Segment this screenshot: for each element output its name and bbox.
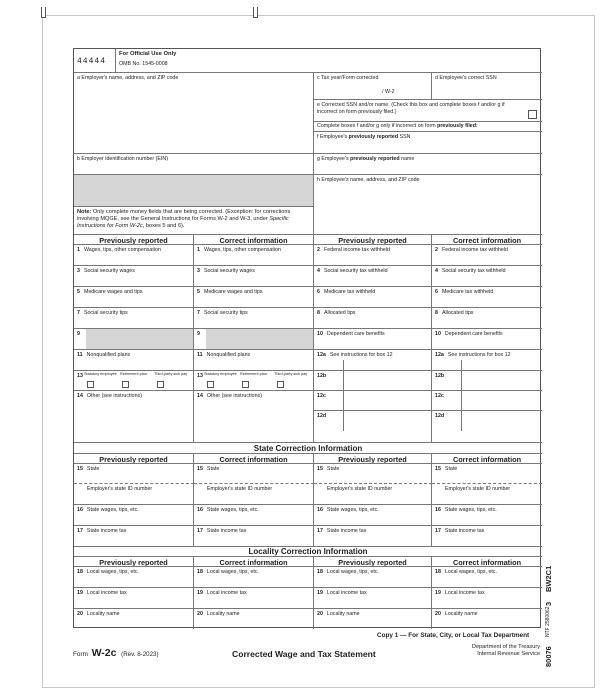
box17-3[interactable] [314, 526, 432, 547]
box10-label: Dependent care benefits [444, 331, 503, 337]
box18-1[interactable] [74, 567, 194, 588]
box3-correct[interactable] [194, 266, 314, 287]
box19-label: Local income tax [206, 590, 247, 596]
box18-num: 18 [197, 569, 203, 575]
state-id-2[interactable] [194, 484, 314, 505]
box18-num: 18 [317, 569, 323, 575]
box12c-num: 12c [435, 393, 444, 399]
box5-num: 5 [197, 289, 200, 295]
note-bold: Note: [77, 209, 92, 215]
fed-left-correct-header: Correct information [194, 235, 314, 245]
box-h-employee-address[interactable] [314, 175, 542, 235]
box-c-label: c Tax year/Form corrected [317, 75, 379, 81]
retirement-label: Retirement plan [120, 372, 147, 376]
note-text-1: Only complete money fields that are being corrected. (Exception: for corrections involving MQGE, see the General Instructions for Forms W-2 and W-3, under [77, 209, 291, 222]
box20-1[interactable] [74, 609, 194, 629]
box16-label: State wages, tips, etc. [206, 507, 259, 513]
box-c-tax-year[interactable] [314, 73, 432, 100]
state-correct-header-1: Correct information [194, 454, 314, 464]
box12d-correct[interactable] [432, 411, 542, 443]
box12a-prev[interactable] [314, 350, 432, 371]
box19-2[interactable] [194, 588, 314, 609]
box16-2[interactable] [194, 505, 314, 526]
box15-state-1[interactable] [74, 464, 194, 484]
complete-note [314, 122, 542, 132]
box17-num: 17 [197, 528, 203, 534]
box14-num: 14 [197, 393, 203, 399]
box16-1[interactable] [74, 505, 194, 526]
box13-prev [74, 371, 194, 391]
box19-num: 19 [435, 590, 441, 596]
box8-label: Allocated tips [441, 310, 474, 316]
box9-shade [86, 329, 193, 349]
box5-correct[interactable] [194, 287, 314, 308]
state-id-3[interactable] [314, 484, 432, 505]
box4-num: 4 [435, 268, 438, 274]
box12b-prev[interactable] [314, 371, 432, 391]
box15-label: State [206, 466, 220, 472]
box1-label: Wages, tips, other compensation [203, 247, 281, 253]
box15-num: 15 [197, 466, 203, 472]
box2-label: Federal income tax withheld [441, 247, 508, 253]
void-box [74, 49, 116, 73]
box-e-corrected [314, 100, 542, 122]
box17-label: State income tax [326, 528, 367, 534]
box11-num: 11 [77, 352, 83, 358]
official-use-box [116, 49, 542, 73]
box8-correct[interactable] [432, 308, 542, 329]
complete-note-text: Complete boxes f and/or g only if incorrect on form [317, 123, 438, 129]
box16-num: 16 [77, 507, 83, 513]
statutory-label: Statutory employee [204, 372, 237, 376]
box16-3[interactable] [314, 505, 432, 526]
thirdparty-checkbox[interactable] [277, 381, 284, 388]
form-revision: (Rev. 8-2023) [121, 651, 159, 658]
box20-label: Locality name [86, 611, 120, 617]
box2-num: 2 [317, 247, 320, 253]
box20-num: 20 [77, 611, 83, 617]
box6-label: Medicare tax withheld [323, 289, 376, 295]
box6-label: Medicare tax withheld [441, 289, 494, 295]
box18-4[interactable] [432, 567, 542, 588]
local-prev-header-2: Previously reported [314, 557, 432, 567]
box6-num: 6 [317, 289, 320, 295]
box18-3[interactable] [314, 567, 432, 588]
box2-num: 2 [435, 247, 438, 253]
box15-num: 15 [317, 466, 323, 472]
box12c-num: 12c [317, 393, 326, 399]
box12d-prev[interactable] [314, 411, 432, 443]
box2-correct[interactable] [432, 245, 542, 266]
box13-num: 13 [197, 373, 203, 379]
box18-label: Local wages, tips, etc. [206, 569, 260, 575]
box16-label: State wages, tips, etc. [86, 507, 139, 513]
thirdparty-label: Third-party sick pay [154, 372, 188, 376]
side-number: 3 [544, 601, 553, 606]
box15-state-4[interactable] [432, 464, 542, 484]
box-f-label: f Employee's [317, 134, 349, 140]
omb-number: OMB No. 1545-0008 [119, 61, 168, 68]
local-correct-header-2: Correct information [432, 557, 542, 567]
box18-num: 18 [77, 569, 83, 575]
box2-prev[interactable] [314, 245, 432, 266]
box11-label: Nonqualified plans [86, 352, 131, 358]
box7-prev[interactable] [74, 308, 194, 329]
box-f-suffix: SSN [398, 134, 411, 140]
box12d-num: 12d [435, 413, 445, 419]
state-id-1[interactable] [74, 484, 194, 505]
fed-right-prev-header: Previously reported [314, 235, 432, 245]
box14-label: Other (see instructions) [206, 393, 262, 399]
box19-3[interactable] [314, 588, 432, 609]
statutory-checkbox[interactable] [207, 381, 214, 388]
side-form-code: 80076 [544, 646, 553, 667]
box3-num: 3 [77, 268, 80, 274]
box1-num: 1 [197, 247, 200, 253]
shaded-area [74, 175, 314, 207]
local-correct-header-1: Correct information [194, 557, 314, 567]
box19-num: 19 [197, 590, 203, 596]
form-word: Form [73, 651, 88, 658]
box20-label: Locality name [326, 611, 360, 617]
box9-num: 9 [77, 331, 80, 337]
box4-prev[interactable] [314, 266, 432, 287]
irs-label: Internal Revenue Service [477, 651, 540, 657]
note-text-2: boxes 5 and 6). [144, 222, 185, 229]
box17-1[interactable] [74, 526, 194, 547]
state-section-title: State Correction Information [74, 443, 542, 454]
fed-left-prev-header: Previously reported [74, 235, 194, 245]
box-d-label: d Employee's correct SSN [435, 75, 497, 81]
box18-num: 18 [435, 569, 441, 575]
box7-num: 7 [197, 310, 200, 316]
box7-label: Social security tips [83, 310, 128, 316]
form-title: Corrected Wage and Tax Statement [232, 649, 376, 659]
box10-num: 10 [317, 331, 323, 337]
box10-prev[interactable] [314, 329, 432, 350]
box-e-label: e Corrected SSN and/or name. (Check this box and complete boxes f and/or g if incorrect on form previously filed.) [317, 102, 505, 115]
box-g-label: g Employee's [317, 156, 351, 162]
box15-state-3[interactable] [314, 464, 432, 484]
box12a-num: 12a [435, 352, 444, 358]
box12c-prev[interactable] [314, 391, 432, 411]
box9-num: 9 [197, 331, 200, 337]
box1-prev[interactable] [74, 245, 194, 266]
tractor-mark-left [41, 7, 46, 18]
box11-correct[interactable] [194, 350, 314, 371]
box15-state-2[interactable] [194, 464, 314, 484]
box11-num: 11 [197, 352, 203, 358]
statutory-checkbox[interactable] [87, 381, 94, 388]
box-e-checkbox[interactable] [528, 110, 537, 119]
box8-num: 8 [435, 310, 438, 316]
box18-label: Local wages, tips, etc. [86, 569, 140, 575]
box19-1[interactable] [74, 588, 194, 609]
box3-num: 3 [197, 268, 200, 274]
box19-num: 19 [317, 590, 323, 596]
box15-num: 15 [435, 466, 441, 472]
box17-num: 17 [317, 528, 323, 534]
state-prev-header-2: Previously reported [314, 454, 432, 464]
state-id-label: Employer's state ID number [445, 486, 511, 492]
box9-prev [74, 329, 194, 350]
box15-num: 15 [77, 466, 83, 472]
box3-label: Social security wages [83, 268, 135, 274]
state-id-label: Employer's state ID number [87, 486, 153, 492]
box6-correct[interactable] [432, 287, 542, 308]
box-g-previous-name[interactable] [314, 154, 542, 175]
box5-label: Medicare wages and tips [83, 289, 143, 295]
box18-label: Local wages, tips, etc. [326, 569, 380, 575]
box15-label: State [326, 466, 340, 472]
box16-num: 16 [317, 507, 323, 513]
box17-label: State income tax [86, 528, 127, 534]
tractor-mark-right [253, 7, 258, 18]
box20-num: 20 [317, 611, 323, 617]
box5-num: 5 [77, 289, 80, 295]
box12a-label: See instructions for box 12 [447, 352, 511, 358]
box2-label: Federal income tax withheld [323, 247, 390, 253]
box7-correct[interactable] [194, 308, 314, 329]
state-id-label: Employer's state ID number [207, 486, 273, 492]
box17-num: 17 [77, 528, 83, 534]
box-g-bold: previously reported [350, 156, 400, 162]
box3-prev[interactable] [74, 266, 194, 287]
box12b-num: 12b [435, 373, 445, 379]
box12b-correct[interactable] [432, 371, 542, 391]
box16-label: State wages, tips, etc. [444, 507, 497, 513]
form-name: W-2c [91, 647, 117, 659]
box15-label: State [86, 466, 100, 472]
local-prev-header-1: Previously reported [74, 557, 194, 567]
box-d-correct-ssn[interactable] [432, 73, 542, 100]
box-f-previous-ssn[interactable] [314, 132, 542, 154]
box13-num: 13 [77, 373, 83, 379]
box14-correct[interactable] [194, 391, 314, 443]
box3-label: Social security wages [203, 268, 255, 274]
box17-2[interactable] [194, 526, 314, 547]
box12a-num: 12a [317, 352, 326, 358]
box17-num: 17 [435, 528, 441, 534]
box1-correct[interactable] [194, 245, 314, 266]
box8-num: 8 [317, 310, 320, 316]
thirdparty-label: Third-party sick pay [274, 372, 308, 376]
box14-prev[interactable] [74, 391, 194, 443]
box19-label: Local income tax [326, 590, 367, 596]
box19-label: Local income tax [444, 590, 485, 596]
box12b-num: 12b [317, 373, 327, 379]
box11-prev[interactable] [74, 350, 194, 371]
box10-num: 10 [435, 331, 441, 337]
box16-4[interactable] [432, 505, 542, 526]
box10-label: Dependent care benefits [326, 331, 385, 337]
box20-3[interactable] [314, 609, 432, 629]
box8-prev[interactable] [314, 308, 432, 329]
box-f-bold: previously reported [348, 134, 399, 140]
box8-label: Allocated tips [323, 310, 356, 316]
side-ntf: NTF 2580062 [545, 606, 551, 637]
retirement-checkbox[interactable] [122, 381, 129, 388]
complete-note-bold: previously filed: [437, 123, 478, 129]
box20-2[interactable] [194, 609, 314, 629]
box9-shade [206, 329, 313, 349]
state-prev-header-1: Previously reported [74, 454, 194, 464]
box19-4[interactable] [432, 588, 542, 609]
box12a-correct[interactable] [432, 350, 542, 371]
box16-num: 16 [197, 507, 203, 513]
box13-correct [194, 371, 314, 391]
box17-label: State income tax [206, 528, 247, 534]
state-id-label: Employer's state ID number [327, 486, 393, 492]
fed-right-correct-header: Correct information [432, 235, 542, 245]
box-b-ein[interactable] [74, 154, 314, 175]
box20-num: 20 [435, 611, 441, 617]
w2c-form [73, 48, 541, 628]
box19-label: Local income tax [86, 590, 127, 596]
box16-label: State wages, tips, etc. [326, 507, 379, 513]
box20-label: Locality name [206, 611, 240, 617]
box20-num: 20 [197, 611, 203, 617]
box7-num: 7 [77, 310, 80, 316]
box16-num: 16 [435, 507, 441, 513]
box9-correct [194, 329, 314, 350]
retirement-checkbox[interactable] [242, 381, 249, 388]
box17-4[interactable] [432, 526, 542, 547]
official-use-label: For Official Use Only [119, 51, 177, 57]
box5-label: Medicare wages and tips [203, 289, 263, 295]
box20-4[interactable] [432, 609, 542, 629]
retirement-label: Retirement plan [240, 372, 267, 376]
box-b-label: b Employer identification number (EIN) [77, 156, 168, 162]
box14-num: 14 [77, 393, 83, 399]
omb-code: 44444 [77, 57, 107, 66]
box18-2[interactable] [194, 567, 314, 588]
box-h-label: h Employee's name, address, and ZIP code [317, 177, 420, 183]
box17-label: State income tax [444, 528, 485, 534]
box6-num: 6 [435, 289, 438, 295]
box1-label: Wages, tips, other compensation [83, 247, 161, 253]
box4-label: Social security tax withheld [323, 268, 388, 274]
locality-section-title: Locality Correction Information [74, 547, 542, 557]
side-code: BW2C1 [544, 565, 553, 592]
box18-label: Local wages, tips, etc. [444, 569, 498, 575]
box19-num: 19 [77, 590, 83, 596]
box5-prev[interactable] [74, 287, 194, 308]
thirdparty-checkbox[interactable] [157, 381, 164, 388]
box11-label: Nonqualified plans [206, 352, 251, 358]
note-italic: Specific Instructions for Form W-2c, [77, 215, 289, 229]
box12d-num: 12d [317, 413, 327, 419]
statutory-label: Statutory employee [84, 372, 117, 376]
box4-label: Social security tax withheld [441, 268, 506, 274]
box12c-correct[interactable] [432, 391, 542, 411]
copy-label: Copy 1 — For State, City, or Local Tax Department [377, 632, 530, 639]
dept-treasury: Department of the Treasury [471, 644, 540, 650]
box-a-label: a Employer's name, address, and ZIP code [77, 75, 179, 81]
box20-label: Locality name [444, 611, 478, 617]
form-id [73, 647, 159, 659]
box-a-employer-name[interactable] [74, 73, 314, 154]
box15-label: State [444, 466, 458, 472]
state-correct-header-2: Correct information [432, 454, 542, 464]
box10-correct[interactable] [432, 329, 542, 350]
box12a-label: See instructions for box 12 [329, 352, 393, 358]
state-id-4[interactable] [432, 484, 542, 505]
box6-prev[interactable] [314, 287, 432, 308]
w2-label: / W-2 [382, 89, 395, 95]
box14-label: Other (see instructions) [86, 393, 142, 399]
box-g-suffix: name [399, 156, 415, 162]
box7-label: Social security tips [203, 310, 248, 316]
box4-num: 4 [317, 268, 320, 274]
box4-correct[interactable] [432, 266, 542, 287]
note-box [74, 207, 314, 235]
box1-num: 1 [77, 247, 80, 253]
